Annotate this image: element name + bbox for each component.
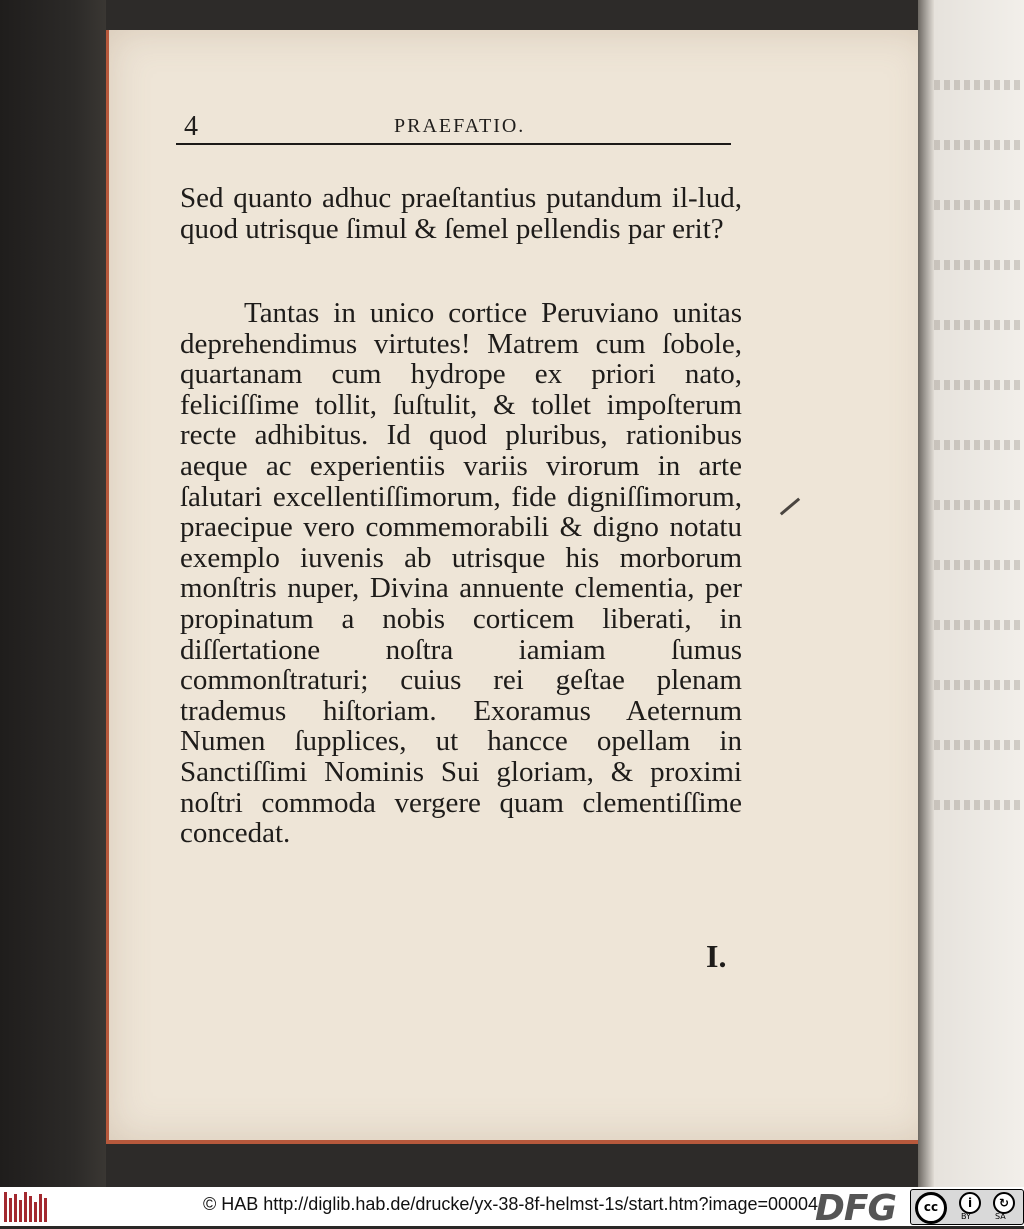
sa-label: SA: [995, 1212, 1006, 1221]
paragraph-1: [180, 183, 742, 244]
paragraph-2: [180, 298, 742, 849]
cc-license-badge[interactable]: [910, 1189, 1024, 1225]
dfg-logo[interactable]: DFG: [815, 1188, 897, 1229]
paragraph-2-text: Tantas in unico cortice Peruviano unitas deprehendimus virtutes! Matrem cum ſobole, quartanam cum hydrope ex priori nato, feliciſſime tollit, ſuſtulit, & tollet impoſterum recte adhibitus. Id quod pluribus, rationibus aeque ac experientiis variis virorum in arte ſalutari excellentiſſimorum, fide digniſſimorum, praecipue vero commemorabili & digno notatu exemplo iuvenis ab utrisque his morborum monſtris nuper, Divina annuente clementia, per propinatum a nobis corticem liberati, in diſſertatione noſtra iamiam ſumus commonſtraturi; cuius rei geſtae plenam trademus hiſtoriam. Exoramus Aeternum Numen ſupplices, ut hancce opellam in Sanctiſſimi Nominis Sui gloriam, & proximi noſtri commoda vergere quam clementiſſime concedat.: [180, 297, 742, 850]
scan-background: [0, 0, 106, 1187]
running-head-title: PRAEFATIO.: [394, 115, 526, 137]
share-alike-icon: ↻: [993, 1192, 1015, 1214]
library-logo-icon[interactable]: [4, 1192, 48, 1222]
cc-icon: cc: [915, 1192, 947, 1224]
by-label: BY: [961, 1212, 971, 1221]
page-number: 4: [184, 111, 198, 142]
by-attribution-icon: i: [959, 1192, 981, 1214]
facing-page-edge: [934, 0, 1024, 1187]
running-head: [176, 107, 731, 145]
viewer-footer: [0, 1187, 1024, 1229]
paragraph-1-text: Sed quanto adhuc praeſtantius putandum il-lud, quod utrisque ſimul & ſemel pellendis par erit?: [180, 182, 742, 245]
credit-link[interactable]: © HAB http://diglib.hab.de/drucke/yx-38-8f-helmst-1s/start.htm?image=00004: [203, 1194, 819, 1214]
catchword: I.: [706, 938, 727, 974]
